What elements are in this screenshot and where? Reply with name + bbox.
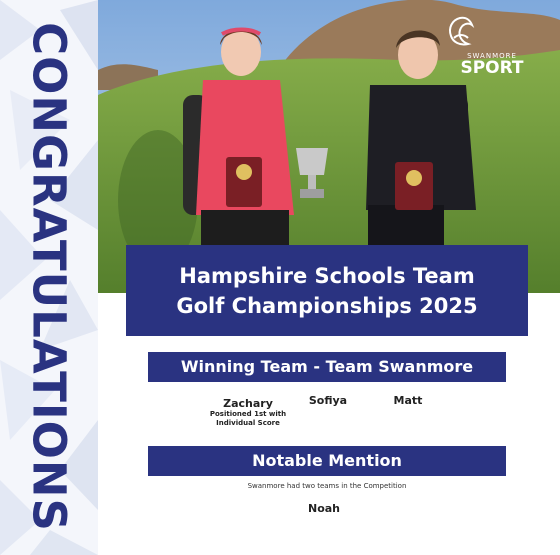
notable-caption: Swanmore had two teams in the Competition [247,482,407,490]
swanmore-sport-logo [442,16,542,77]
note-line2: Individual Score [216,419,280,427]
swan-logo-icon [442,16,478,50]
event-title [126,245,528,336]
note-line1: Positioned 1st with [209,410,287,418]
member-zachary-note [200,410,296,428]
trophy-figure [296,148,328,198]
logo-small-text: SWANMORE [467,52,517,60]
event-title-line2: Golf Championships 2025 [176,293,478,318]
winning-team-heading: Winning Team - Team Swanmore [148,352,506,382]
side-banner [0,0,98,555]
logo-big-text: SPORT [460,58,524,78]
congratulations-text: CONGRATULATIONS [22,22,76,532]
event-title-line1: Hampshire Schools Team [179,263,475,288]
notable-mention-heading: Notable Mention [148,446,506,476]
member-sofiya: Sofiya [308,394,348,407]
member-zachary: Zachary [223,397,273,410]
member-noah: Noah [307,502,341,515]
member-matt: Matt [393,394,423,407]
